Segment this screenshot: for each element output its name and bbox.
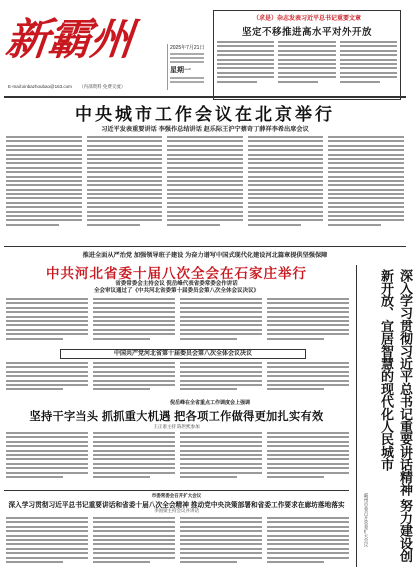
main-headline[interactable]: 中央城市工作会议在北京举行 [75, 105, 335, 124]
story2-kicker: 推进全面从严治党 加强领导班子建设 为奋力谱写中国式现代化建设河北篇章提供坚强保障 [82, 252, 328, 259]
main-subhead: 习近平发表重要讲话 李强作总结讲话 赵乐际王沪宁蔡奇丁薛祥李希出席会议 [101, 126, 309, 133]
story2-subhead-1: 省委常委会主持会议 倪岳峰代表省委常委会作讲话 [115, 281, 238, 287]
date-box [167, 44, 209, 90]
top-featured-box[interactable] [213, 10, 401, 100]
story2-headline[interactable]: 中共河北省委十届八次全会在石家庄举行 [46, 266, 307, 281]
masthead-issue-note: （内部资料 免费交流） [79, 84, 126, 89]
story4-subhead: 李国梁主持会议并讲话 [154, 508, 199, 513]
story2-subhead-2: 全会审议通过了《中共河北省委第十届委员会第八次全体会议决议》 [93, 288, 259, 294]
story2-body [6, 298, 349, 346]
story4-body [6, 517, 349, 569]
section-divider-2 [4, 490, 349, 491]
masthead-title: 新霸州 [3, 15, 135, 65]
resolution-banner[interactable]: 中国共产党河北省第十届委员会第八次全体会议决议 [60, 349, 306, 359]
story4-headline[interactable]: 深入学习贯彻习近平总书记重要讲话和省委十届八次全会精神 推动党中央决策部署和省委工作要求在廊坊落地落实 [8, 502, 345, 509]
vertical-subhead: 霸州市委召开常委扩大会议 [364, 493, 369, 547]
masthead-info [8, 84, 131, 90]
section-divider [4, 246, 406, 247]
vertical-headline: 深入学习贯彻习近平总书记重要讲话精神 努力建设创新开放、宜居智慧的现代化人民城市 [379, 269, 413, 563]
story3-headline[interactable]: 坚持干字当头 抓抓重大机遇 把各项工作做得更加扎实有效 [29, 411, 324, 423]
story3-kicker: 倪岳峰在全省重点工作调度会上强调 [169, 400, 250, 406]
top-box-headline: 坚定不移推进高水平对外开放 [241, 27, 372, 38]
issue-date: 2025年7月21日 [170, 45, 205, 51]
story3-body [6, 432, 349, 488]
issue-weekday: 星期一 [170, 67, 191, 74]
masthead-email[interactable]: E-mail:xinbazhoubao@163.com [8, 84, 72, 89]
story3-subhead: 王正谱主持 陈世熙参加 [153, 424, 200, 429]
main-story-body [6, 136, 404, 242]
vertical-story[interactable] [356, 265, 413, 567]
top-box-body [217, 41, 397, 85]
resolution-body [6, 362, 349, 396]
top-box-kicker: （求是）杂志发表习近平总书记重要文章 [252, 16, 361, 22]
story2-subhead [4, 281, 349, 295]
masthead-divider [4, 96, 406, 98]
story4-kicker: 市委常委会召开扩大会议 [151, 493, 202, 498]
